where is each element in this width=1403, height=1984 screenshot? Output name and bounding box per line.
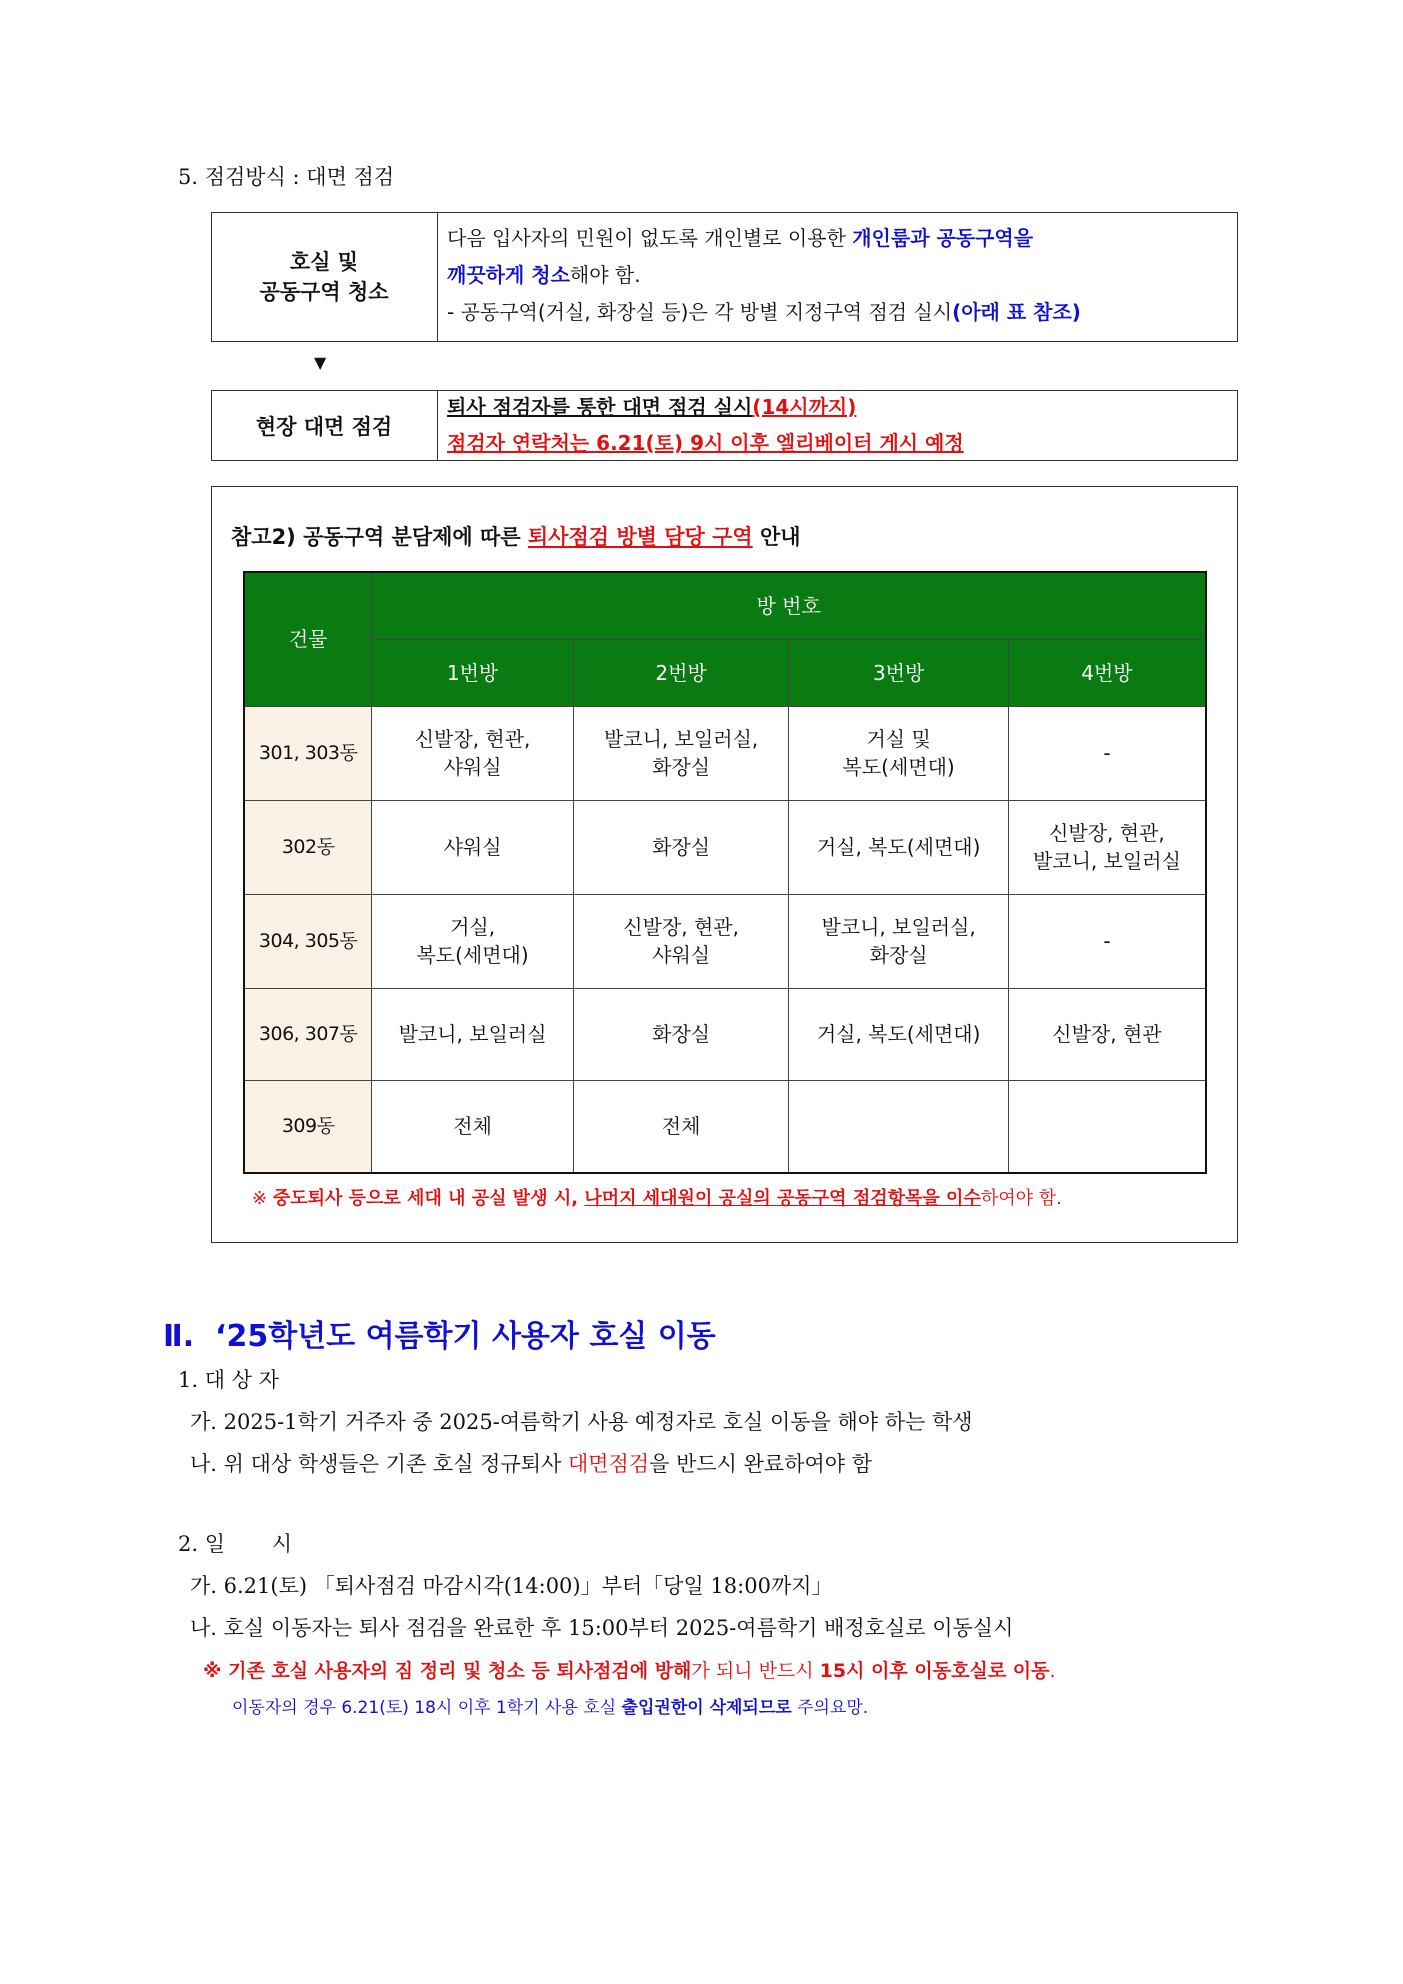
item1-heading: 1. 대 상 자: [178, 1368, 279, 1392]
cleaning-text-1a: 다음 입사자의 민원이 없도록 개인별로 이용한: [447, 226, 853, 250]
table-cell: 전체: [372, 1080, 574, 1173]
table-row: [244, 706, 1206, 800]
table-cell: 거실 및 복도(세면대): [789, 706, 1009, 800]
warn-a: ※ 기존 호실 사용자의 짐 정리 및 청소 등 퇴사점검에 방해: [203, 1660, 692, 1682]
down-arrow-icon: ▼: [314, 353, 327, 372]
item1-b-red: 대면점검: [567, 1452, 650, 1476]
inspection-divider: [437, 390, 438, 461]
table-cell: -: [1008, 706, 1206, 800]
table-row: [244, 988, 1206, 1080]
warn-b: 가 되니 반드시: [691, 1660, 820, 1682]
table-cell: 발코니, 보일러실, 화장실: [573, 706, 789, 800]
note-text-b: 중도퇴사 등으로 세대 내 공실 발생 시,: [272, 1188, 585, 1209]
inspection-text-1b: (14시까지): [752, 395, 857, 419]
cleaning-text-2a: 깨끗하게 청소: [447, 263, 570, 287]
inspection-label: 현장 대면 점검: [255, 414, 393, 439]
cleaning-text-2b: 해야 함.: [569, 263, 641, 287]
warn2-b: 출입권한이 삭제되므로: [621, 1698, 792, 1718]
item2-heading: 2. 일 시: [178, 1532, 293, 1556]
building-cell: 301, 303동: [244, 706, 372, 800]
table-cell: 전체: [573, 1080, 789, 1173]
reference-title-b: 퇴사점검 방별 담당 구역: [527, 525, 753, 549]
table-cell: 신발장, 현관: [1008, 988, 1206, 1080]
building-cell: 309동: [244, 1080, 372, 1173]
table-cell: 신발장, 현관, 샤워실: [573, 894, 789, 988]
cleaning-label-line1: 호실 및: [289, 250, 359, 274]
section2-title: Ⅱ. ‘25학년도 여름학기 사용자 호실 이동: [163, 1319, 716, 1354]
note-mark: ※: [252, 1188, 273, 1209]
inspection-text-1a: 퇴사 점검자를 통한 대면 점검 실시: [447, 395, 753, 419]
room-column-3: 3번방: [789, 639, 1009, 706]
cleaning-label-line2: 공동구역 청소: [259, 280, 389, 304]
table-cell: [1008, 1080, 1206, 1173]
table-cell: 샤워실: [372, 800, 574, 894]
item2-line-a: 가. 6.21(토) 「퇴사점검 마감시각(14:00)」부터「당일 18:00까지」: [190, 1574, 833, 1598]
item2-line-b: 나. 호실 이동자는 퇴사 점검을 완료한 후 15:00부터 2025-여름학기 배정호실로 이동실시: [190, 1616, 1014, 1640]
inspection-description: [447, 389, 964, 461]
reference-title-a: 참고2) 공동구역 분담제에 따른: [231, 525, 528, 549]
item1-b-post: 을 반드시 완료하여야 함: [649, 1452, 873, 1476]
note-text-d: 하여야 함.: [980, 1188, 1062, 1209]
warn-d: .: [1049, 1660, 1056, 1682]
item1-b-pre: 나. 위 대상 학생들은 기존 호실 정규퇴사: [190, 1452, 568, 1476]
table-cell: [789, 1080, 1009, 1173]
table-cell: 거실, 복도(세면대): [789, 800, 1009, 894]
building-cell: 302동: [244, 800, 372, 894]
room-number-header: 방 번호: [372, 572, 1206, 639]
table-cell: 화장실: [573, 988, 789, 1080]
inspection-text-2: 점검자 연락처는 6.21(토) 9시 이후 엘리베이터 게시 예정: [447, 431, 964, 455]
table-cell: 신발장, 현관, 샤워실: [372, 706, 574, 800]
item1-line-b: [190, 1448, 872, 1478]
table-cell: 거실, 복도(세면대): [372, 894, 574, 988]
cleaning-label: [211, 212, 437, 342]
cleaning-text-3b: (아래 표 참조): [952, 300, 1081, 324]
building-header: 건물: [244, 572, 372, 706]
warning-line-1: [203, 1656, 1056, 1683]
reference-title: [231, 521, 801, 551]
warn2-c: 주의요망.: [791, 1698, 869, 1718]
room-column-1: 1번방: [372, 639, 574, 706]
building-cell: 306, 307동: [244, 988, 372, 1080]
cleaning-description: [447, 220, 1227, 331]
cleaning-text-3a: - 공동구역(거실, 화장실 등)은 각 방별 지정구역 점검 실시: [447, 300, 953, 324]
building-cell: 304, 305동: [244, 894, 372, 988]
table-cell: -: [1008, 894, 1206, 988]
table-cell: 신발장, 현관, 발코니, 보일러실: [1008, 800, 1206, 894]
section5-heading: 5. 점검방식 : 대면 점검: [178, 165, 395, 189]
table-cell: 발코니, 보일러실: [372, 988, 574, 1080]
cleaning-divider: [437, 212, 438, 342]
reference-note: [252, 1184, 1062, 1210]
warn-c: 15시 이후 이동호실로 이동: [819, 1660, 1050, 1682]
item1-line-a: 가. 2025-1학기 거주자 중 2025-여름학기 사용 예정자로 호실 이동을 해야 하는 학생: [190, 1410, 973, 1434]
reference-title-c: 안내: [752, 525, 801, 549]
room-column-4: 4번방: [1008, 639, 1206, 706]
table-cell: 발코니, 보일러실, 화장실: [789, 894, 1009, 988]
table-row: [244, 894, 1206, 988]
warn2-a: 이동자의 경우 6.21(토) 18시 이후 1학기 사용 호실: [232, 1698, 622, 1718]
table-cell: 화장실: [573, 800, 789, 894]
table-cell: 거실, 복도(세면대): [789, 988, 1009, 1080]
room-assignment-table: [243, 571, 1207, 1174]
warning-line-2: [232, 1693, 868, 1718]
cleaning-text-1b: 개인룸과 공동구역을: [852, 226, 1034, 250]
table-row: [244, 800, 1206, 894]
table-row: [244, 1080, 1206, 1173]
room-column-2: 2번방: [573, 639, 789, 706]
note-text-c: 나머지 세대원이 공실의 공동구역 점검항목을 이수: [584, 1188, 981, 1209]
